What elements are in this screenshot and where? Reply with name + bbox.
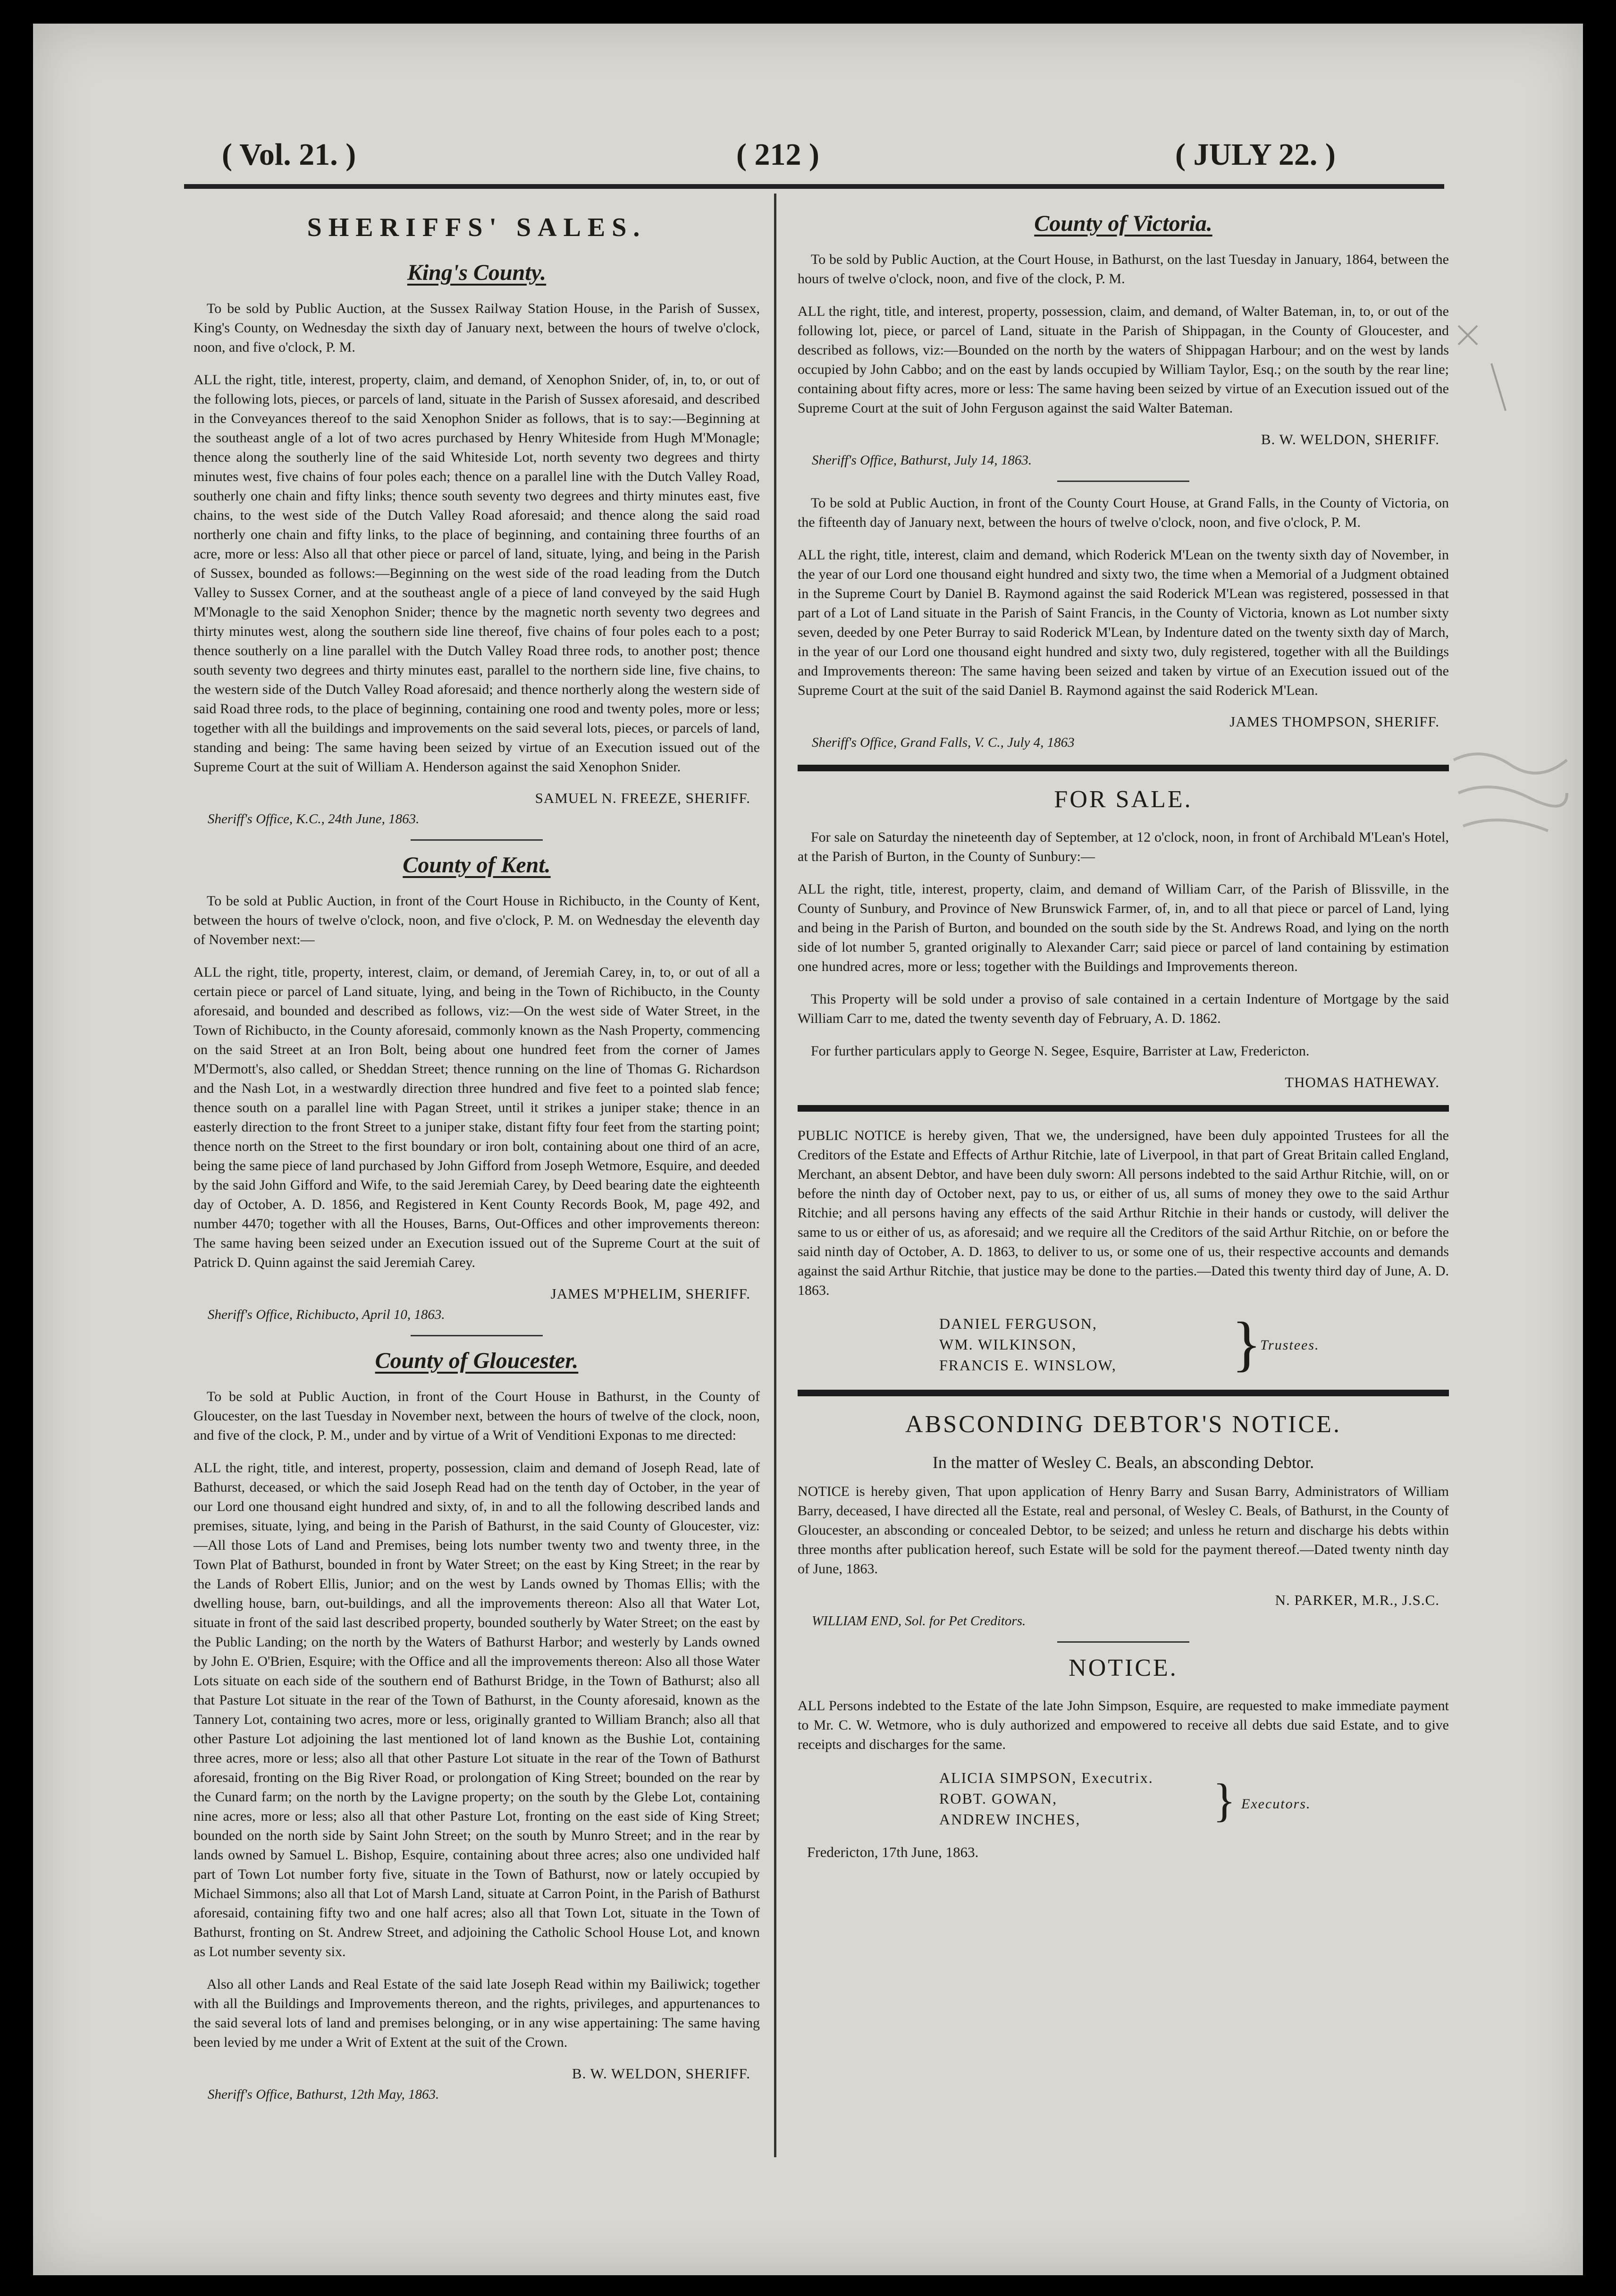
kings-office: Sheriff's Office, K.C., 24th June, 1863. — [208, 811, 420, 827]
absconding-subtitle: In the matter of Wesley C. Beals, an absconding Debtor. — [932, 1453, 1314, 1472]
gloucester-body: ALL the right, title, and interest, property, possession, claim and demand of Joseph Read, late of Bathurst, deceased, or which the said Joseph Read had on the tenth day of October, in the year of our Lord one thousand eight hundred and sixty, of, in and to all the following described lands and premises, situate, lying, and being in the Parish of Bathurst, in the said County of Gloucester, viz:—All those Lots of Land and Premises, being lots number twenty two and twenty three, in the Town Plat of Bathurst, bounded in front by Water Street; on the east by King Street; in the rear by the Lands of Robert Ellis, Junior; and on the west by Lands owned by Thomas Ellis; with the dwelling house, barn, out-buildings, and all the improvements thereon: Also all that Water Lot, situate in front of the said last described property, bounded southerly by Water Street; on the east by the Public Landing; on the north by the Waters of Bathurst Harbor; and westerly by Lands owned by John E. O'Brien, Esquire; with the Office and all the improvements thereon: Also all those Water Lots situate on each side of the southern end of Bathurst Bridge, in the Town of Bathurst; also all that Pasture Lot situate in the rear of the Town of Bathurst, in the County aforesaid, known as the Tannery Lot, containing two acres, more or less, originally granted to William Branch; also all that other Pasture Lot adjoining the last mentioned lot of land known as the Bushie Lot, containing three acres, more or less; also all that other Pasture Lot situate in the rear of the Town of Bathurst aforesaid, fronting on the Big River Road, or prolongation of King Street; bounded on the rear by the Cunard farm; on the north by the Lavigne property; on the south by the Glebe Lot, containing nine acres, more or less; also all that other Pasture Lot, fronting on the east side of King Street; bounded on the north side by Saint John Street; on the south by Munro Street; and in the rear by lands owned by Samuel L. Bishop, Esquire, containing about three acres; also one undivided half part of Town Lot number forty five, situate in the Town of Bathurst, now or lately occupied by Michael Simmons; also all that Lot of Marsh Land, situate at Carron Point, in the Parish of Bathurst aforesaid, containing fifty two and one half acres; also all that Town Lot, situate in the Town of Bathurst, fronting on St. Andrew Street, and adjoining the Catholic School House Lot, and known as Lot number seventy six. — [194, 1460, 760, 1959]
trustees-label: Trustees. — [1260, 1337, 1320, 1353]
gloucester-body-continued: Also all other Lands and Real Estate of the said late Joseph Read within my Bailiwick; together with all the Buildings and Improvements thereon, and the rights, privileges, and appurtenances to the said several lots of land and premises belonging, or in any wise appertaining: The same having been levied by me under a Writ of Extent at the suit of the Crown. — [194, 1976, 760, 2050]
volume-number: ( Vol. 21. ) — [222, 137, 356, 172]
victoria-sale2-intro: To be sold at Public Auction, in front of the County Court House, at Grand Falls, in the County of Victoria, on the fifteenth day of January next, between the hours of twelve o'clock, noon, and five o'clock, P. M. — [798, 495, 1449, 530]
trustee-name: DANIEL FERGUSON, — [939, 1315, 1097, 1332]
brace-symbol: } — [1213, 1774, 1237, 1826]
executors-block — [939, 1767, 1449, 1830]
kings-county-section — [194, 260, 760, 827]
thick-rule — [798, 1390, 1449, 1396]
executor-name: ANDREW INCHES, — [939, 1811, 1081, 1828]
absconding-signature: N. PARKER, M.R., J.S.C. — [1275, 1592, 1439, 1608]
notice-date: Fredericton, 17th June, 1863. — [807, 1844, 979, 1860]
victoria-sale2-office: Sheriff's Office, Grand Falls, V. C., July 4, 1863 — [812, 735, 1075, 750]
kings-signature: SAMUEL N. FREEZE, SHERIFF. — [535, 790, 750, 806]
kings-body: ALL the right, title, interest, property, claim, and demand, of Xenophon Snider, of, in, to, or out of the following lots, pieces, or parcels of land, situate in the Parish of Sussex aforesaid, and described in the Conveyances thereof to the said Xenophon Snider as follows, that is to say:—Beginning at the southeast angle of a lot of two acres purchased by Henry Whiteside from Hugh M'Monagle; thence along the southerly line of the said Whiteside Lot, north seventy two degrees and thirty minutes west, five chains of four poles each; thence on a parallel line with the Dutch Valley Road, southerly one chain and fifty links; thence south seventy two degrees and thirty minutes east, five chains, to the west side of the Dutch Valley Road aforesaid; and thence along the said road northerly one chain and fifty links, to the place of beginning, and containing three fourths of an acre, more or less: Also all that other piece or parcel of land, situate, lying, and being in the Parish of Sussex, bounded as follows:—Beginning on the west side of the road leading from the Dutch Valley to Sussex Corner, and at the southeast angle of a piece of land conveyed by the said Hugh M'Monagle to the said Xenophon Snider; thence by the magnetic north seventy two degrees and thirty minutes west, along the southern side line thereof, five chains of four poles each to a post; thence southerly on a line parallel with the Dutch Valley Road three rods, to another post; thence south seventy two degrees and thirty minutes east, parallel to the northern side line, five chains, to the western side of the Dutch Valley Road aforesaid; and thence northerly along the western side of said Road three rods, to the place of beginning, containing one rood and twenty poles, more or less; together with all the buildings and improvements on the said several lots, pieces, or parcels of land, standing and being: The same having been seized by virtue of an Execution issued out of the Supreme Court at the suit of William A. Henderson against the said Xenophon Snider. — [194, 372, 760, 775]
kent-office: Sheriff's Office, Richibucto, April 10, 1863. — [208, 1307, 445, 1322]
victoria-sale1-body: ALL the right, title, and interest, property, possession, claim, and demand, of Walter Bateman, in, to, or out of the following lot, piece, or parcel of Land, situate in the Parish of Shippagan, in the County of Gloucester, and described as follows, viz:—Bounded on the north by the waters of Shippagan Harbour; and on the west by lands occupied by John Cabbo; and on the east by lands occupied by William Taylor, Esq.; on the south by the rear line; containing about fifty acres, more or less: The same having been seized by virtue of an Execution issued out of the Supreme Court at the suit of John Ferguson against the said Walter Bateman. — [798, 304, 1449, 416]
page-header — [33, 132, 1583, 184]
gloucester-signature: B. W. WELDON, SHERIFF. — [572, 2065, 750, 2082]
sheriffs-sales-title: SHERIFFS' SALES. — [307, 213, 647, 242]
victoria-sale2-body: ALL the right, title, interest, claim and demand, which Roderick M'Lean on the twenty sixth day of November, in the year of our Lord one thousand eight hundred and sixty two, the time when a Memorial of a Judgment obtained in the Supreme Court by Daniel B. Raymond against the said Roderick M'Lean was registered, possessed in that part of a Lot of Land situate in the Parish of Saint Francis, in the County of Victoria, known as Lot number sixty seven, deeded by one Peter Burray to said Roderick M'Lean, by Indenture dated on the twenty sixth day of March, in the year of our Lord one thousand eight hundred and sixty two, duly registered, together with all the Buildings and Improvements thereon: The same having been seized and taken by virtue of an Execution issued out of the Supreme Court at the suit of the said Daniel B. Raymond against the said Roderick M'Lean. — [798, 547, 1449, 698]
kent-county-heading: County of Kent. — [403, 853, 551, 878]
newspaper-page — [33, 24, 1583, 2275]
kent-county-section — [194, 852, 760, 1323]
kings-intro: To be sold by Public Auction, at the Sussex Railway Station House, in the Parish of Sussex, King's County, on Wednesday the sixth day of January next, between the hours of twelve o'clock, noon, and five o'clock, P. M. — [194, 301, 760, 355]
absconding-title: ABSCONDING DEBTOR'S NOTICE. — [905, 1411, 1341, 1438]
for-sale-title: FOR SALE. — [1054, 786, 1193, 813]
notice-body: ALL Persons indebted to the Estate of the late John Simpson, Esquire, are requested to make immediate payment to Mr. C. W. Wetmore, who is duly authorized and empowered to receive all debts due said Estate, and to give receipts and discharges for the same. — [798, 1698, 1449, 1752]
for-sale-intro: For sale on Saturday the nineteenth day of September, at 12 o'clock, noon, in front of Archibald M'Lean's Hotel, at the Parish of Burton, in the County of Sunbury:— — [798, 829, 1449, 864]
victoria-sale1-signature: B. W. WELDON, SHERIFF. — [1261, 431, 1439, 447]
trustee-name: FRANCIS E. WINSLOW, — [939, 1357, 1117, 1374]
victoria-sale1-intro: To be sold by Public Auction, at the Court House, in Bathurst, on the last Tuesday in January, 1864, between the hours of twelve o'clock, noon, and five of the clock, P. M. — [798, 252, 1449, 287]
section-rule — [1057, 1641, 1189, 1643]
issue-date: ( JULY 22. ) — [1175, 137, 1336, 172]
executrix-name: ALICIA SIMPSON, Executrix. — [939, 1769, 1153, 1786]
for-sale-signature: THOMAS HATHEWAY. — [1285, 1074, 1439, 1090]
estate-notice-section — [798, 1654, 1449, 1861]
victoria-county-heading: County of Victoria. — [1034, 211, 1212, 236]
column-divider — [774, 194, 776, 2157]
brace-symbol: } — [1232, 1310, 1262, 1378]
for-sale-body: ALL the right, title, interest, property, claim, and demand of William Carr, of the Parish of Blissville, in the County of Sunbury, and Province of New Brunswick Farmer, of, in, and to all that piece or parcel of Land, lying and being in the Parish of Burton, and bounded on the south side by the St. Andrews Road, and lying on the north side of lot number 5, granted originally to Alexander Carr; said piece or parcel of land containing by estimation one hundred acres, more or less; together with the Buildings and Improvements thereon. — [798, 881, 1449, 974]
executor-name: ROBT. GOWAN, — [939, 1790, 1058, 1807]
page-number: ( 212 ) — [736, 137, 819, 172]
trustee-name: WM. WILKINSON, — [939, 1336, 1077, 1353]
for-sale-proviso: This Property will be sold under a proviso of sale contained in a certain Indenture of Mortgage by the said William Carr to me, dated the twenty seventh day of February, A. D. 1862. — [798, 991, 1449, 1026]
header-rule — [184, 184, 1444, 189]
left-column — [194, 203, 760, 2115]
trustees-block — [939, 1310, 1449, 1378]
public-notice-body: PUBLIC NOTICE is hereby given, That we, the undersigned, have been duly appointed Trustees for all the Creditors of the Estate and Effects of Arthur Ritchie, late of Liverpool, in that part of Great Britain called England, Merchant, an absent Debtor, and have been duly sworn: All persons indebted to the said Arthur Ritchie, will, on or before the ninth day of October next, pay to us, or either of us, all sums of money they owe to the said Arthur Ritchie; and all persons having any effects of the said Arthur Ritchie in their hands or custody, will deliver the same to us or either of us, as aforesaid; and we require all the Creditors of the said Arthur Ritchie, on or before the said ninth day of October, A. D. 1863, to deliver to us, or some one of us, their respective accounts and demands against the said Arthur Ritchie, that justice may be done to the parties.—Dated this twenty third day of June, A. D. 1863. — [798, 1128, 1449, 1298]
notice-title: NOTICE. — [1069, 1654, 1178, 1681]
thick-rule — [798, 1105, 1449, 1112]
gloucester-intro: To be sold at Public Auction, in front of the Court House in Bathurst, in the County of Gloucester, on the last Tuesday in November next, between the hours of twelve of the clock, noon, and five of the clock, P. M., under and by virtue of a Writ of Venditioni Exponas to me directed: — [194, 1389, 760, 1443]
pencil-mark — [1449, 316, 1520, 420]
for-sale-particulars: For further particulars apply to George N. Segee, Esquire, Barrister at Law, Fredericton. — [811, 1043, 1310, 1059]
for-sale-section — [798, 785, 1449, 1091]
right-column — [798, 203, 1449, 1870]
absconding-body: NOTICE is hereby given, That upon application of Henry Barry and Susan Barry, Administrators of William Barry, deceased, I have directed all the Estate, real and personal, of Wesley C. Beals, of Bathurst, in the County of Gloucester, an absconding or concealed Debtor, to be seized; and unless he return and discharge his debts within three months after publication hereof, such Estate will be sold for the payment thereof.—Dated twenty ninth day of June, 1863. — [798, 1484, 1449, 1577]
gloucester-office: Sheriff's Office, Bathurst, 12th May, 1863. — [208, 2087, 439, 2102]
kent-body: ALL the right, title, property, interest, claim, or demand, of Jeremiah Carey, in, to, or out of all a certain piece or parcel of Land situate, lying, and being in the Town of Richibucto, in the County aforesaid, and bounded and described as follows, viz:—On the west side of Water Street, in the Town of Richibucto, in the County aforesaid, commonly known as the Nash Property, commencing on the said Street at an Iron Bolt, being about one hundred feet from the corner of James M'Dermott's, also called, or Sheddan Street; thence running on the line of Thomas G. Richardson and the Nash Lot, in a westwardly direction three hundred and five feet to a pointed slab fence; thence south on a parallel line with Pagan Street, until it strikes a juniper stake; thence in an easterly direction to the front Street to a juniper stake, distant fifty four feet from the starting point; thence north on the Street to the first boundary or iron bolt, containing about one third of an acre, being the same piece of land purchased by John Gifford from Joseph Wetmore, Esquire, and deeded by the said John Gifford and Wife, to the said Jeremiah Carey, by Deed bearing date the eighteenth day of October, A. D. 1856, and Registered in Kent County Records Book, M, page 492, and number 4470; together with all the Houses, Barns, Out-Offices and other improvements thereon: The same having been seized under an Execution issued out of the Supreme Court at the suit of Patrick D. Quinn against the said Jeremiah Carey. — [194, 964, 760, 1270]
absconding-notice-section — [798, 1410, 1449, 1629]
section-rule — [411, 839, 543, 841]
kings-county-heading: King's County. — [407, 260, 547, 285]
section-rule — [1057, 481, 1189, 482]
victoria-county-section — [798, 211, 1449, 751]
faded-margin-stamp — [1444, 741, 1576, 845]
section-rule — [411, 1335, 543, 1336]
gloucester-county-section — [194, 1348, 760, 2102]
kent-signature: JAMES M'PHELIM, SHERIFF. — [550, 1285, 750, 1302]
victoria-sale2-signature: JAMES THOMPSON, SHERIFF. — [1229, 713, 1439, 730]
public-notice-section — [798, 1126, 1449, 1376]
gloucester-county-heading: County of Gloucester. — [375, 1348, 579, 1373]
thick-rule — [798, 765, 1449, 771]
kent-intro: To be sold at Public Auction, in front of the Court House in Richibucto, in the County of Kent, between the hours of twelve o'clock, noon, and five o'clock, P. M. on Wednesday the eleventh day of November next:— — [194, 893, 760, 947]
executors-label: Executors. — [1241, 1796, 1311, 1812]
absconding-solicitor: WILLIAM END, Sol. for Pet Creditors. — [812, 1613, 1026, 1629]
victoria-sale1-office: Sheriff's Office, Bathurst, July 14, 1863. — [812, 453, 1032, 468]
